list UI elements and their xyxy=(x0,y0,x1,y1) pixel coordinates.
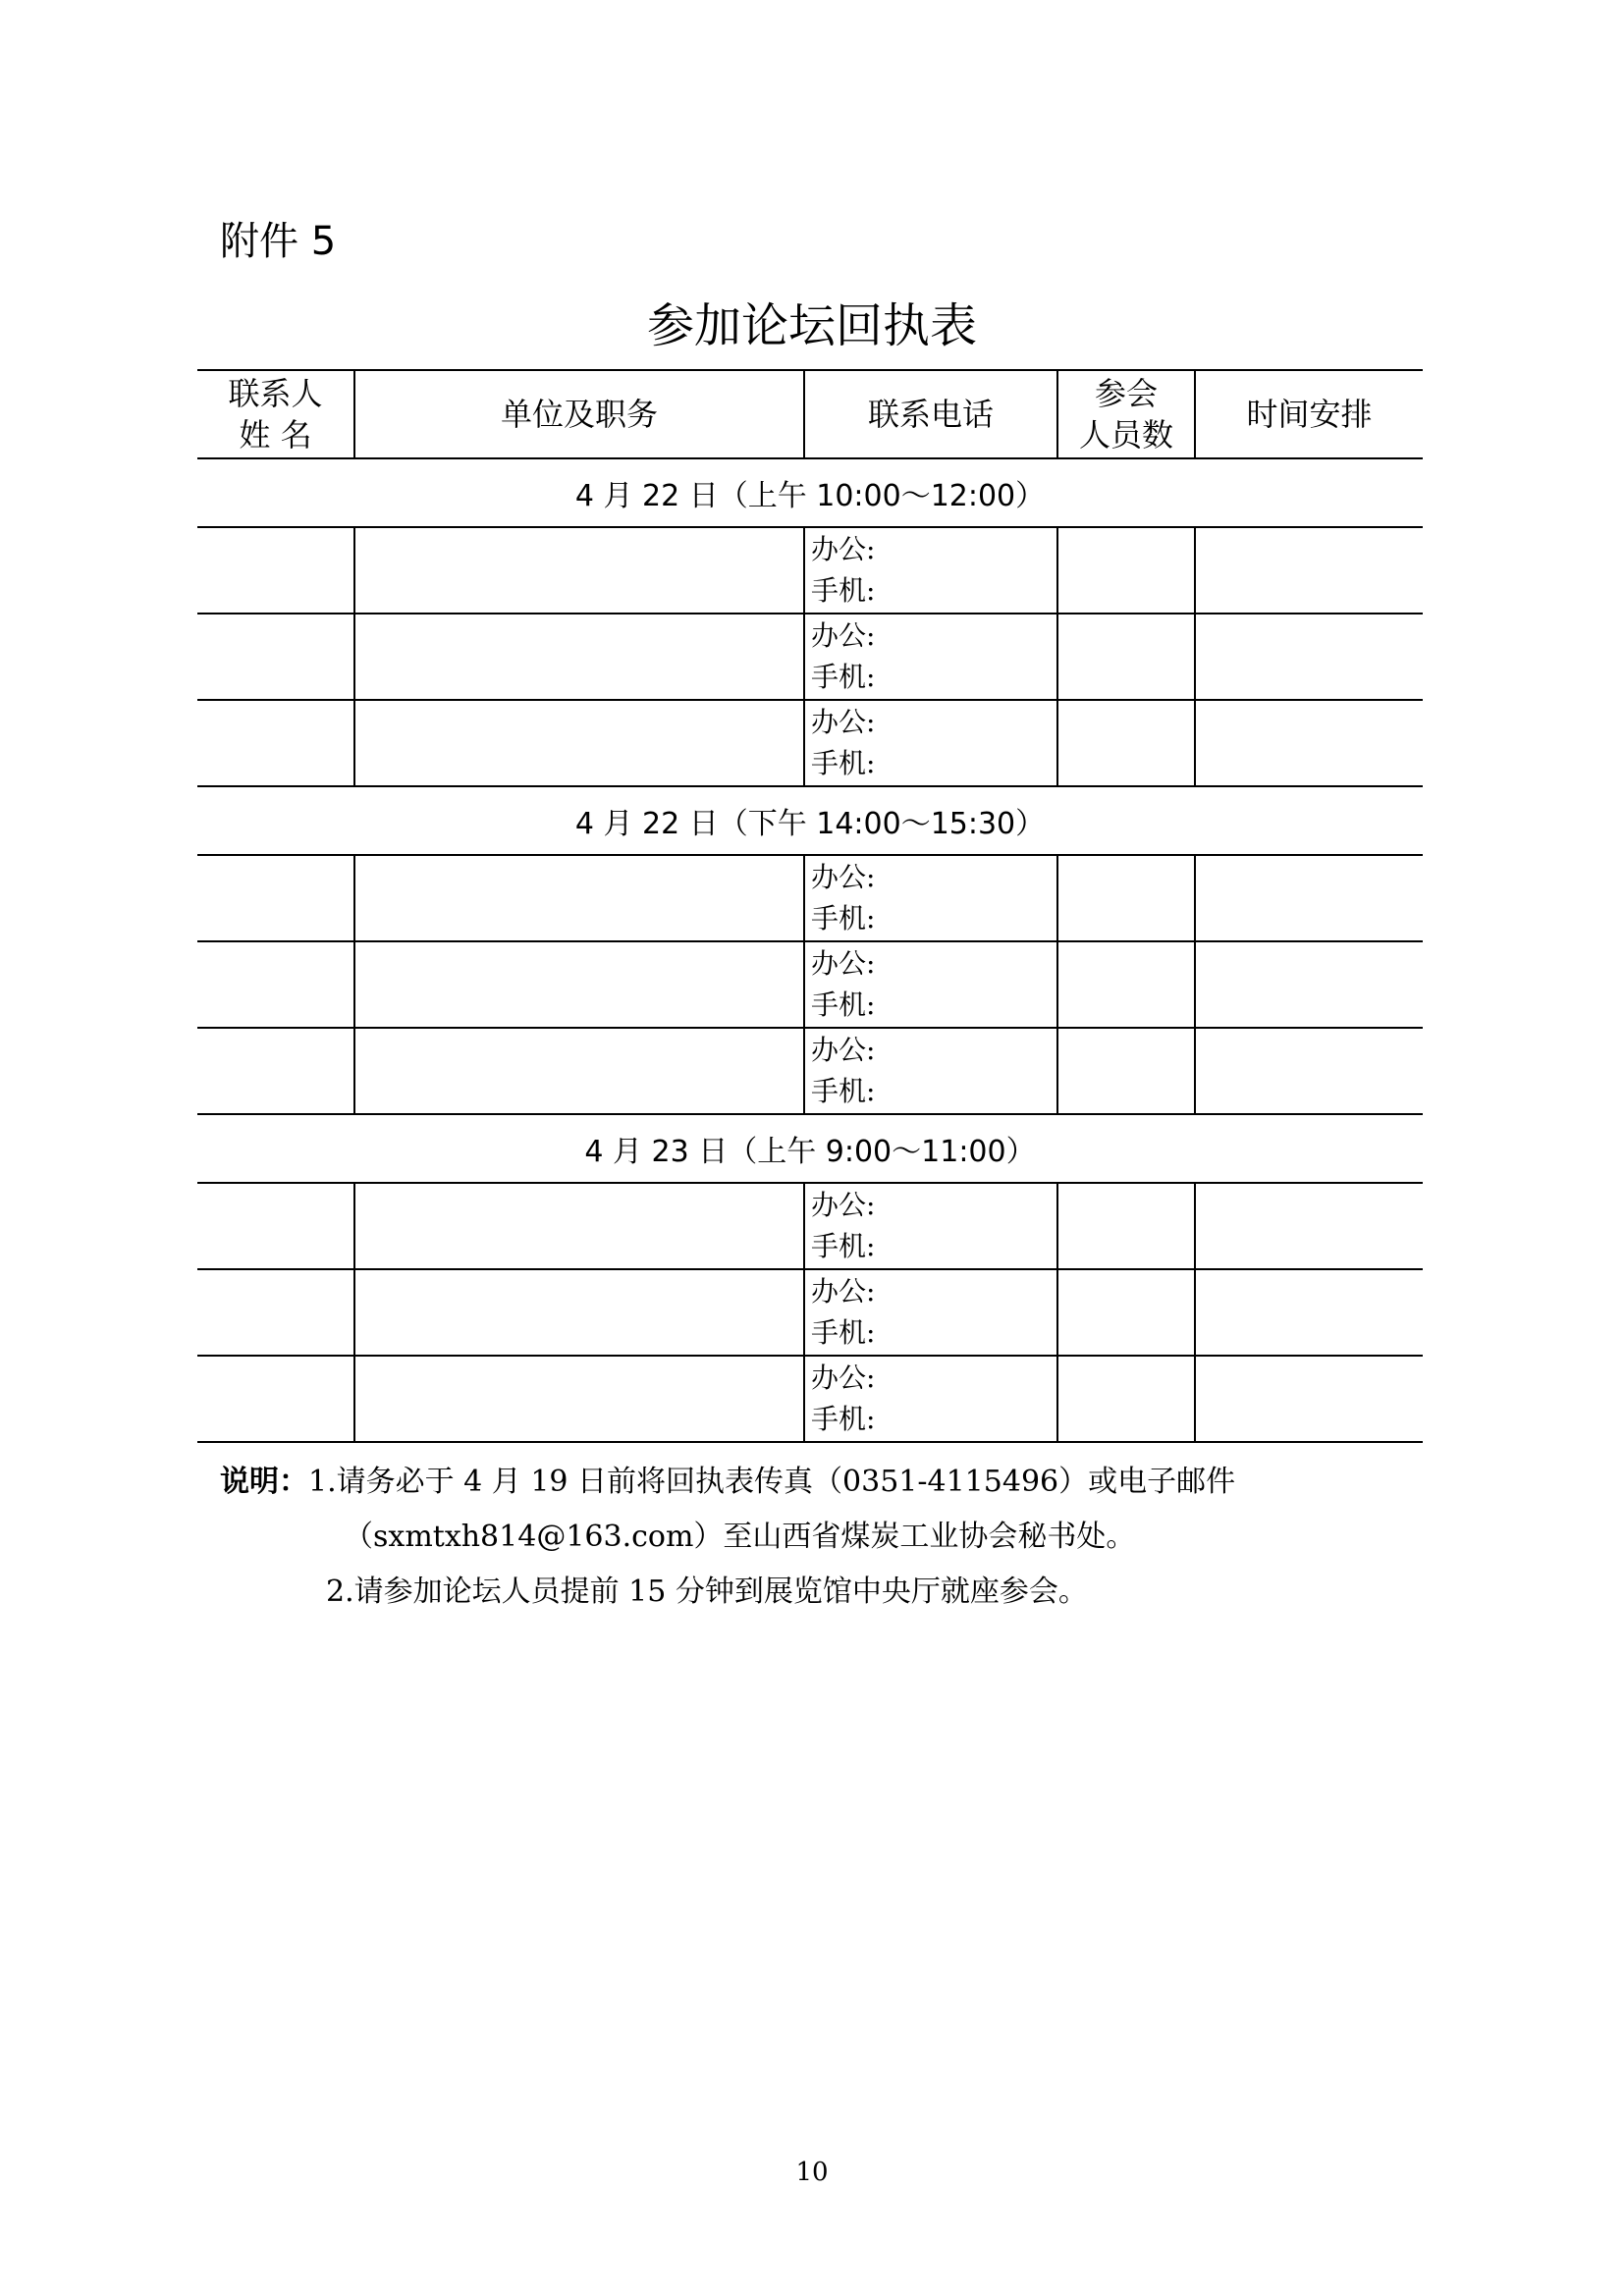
phone-cell[interactable] xyxy=(804,855,1057,941)
notes-section xyxy=(220,1455,1428,1620)
note-item-1-continued: （sxmtxh814@163.com）至山西省煤炭工业协会秘书处。 xyxy=(344,1520,1136,1554)
unit-position-cell[interactable] xyxy=(354,1356,804,1442)
attachment-label: 附件 5 xyxy=(220,219,337,264)
attendee-count-cell[interactable] xyxy=(1057,855,1195,941)
mobile-phone-label: 手机: xyxy=(811,1230,876,1262)
office-phone-label: 办公: xyxy=(811,706,876,738)
office-phone-label: 办公: xyxy=(811,619,876,652)
unit-position-cell[interactable] xyxy=(354,941,804,1028)
header-contact-name-line2: 姓 名 xyxy=(239,416,312,454)
unit-position-cell[interactable] xyxy=(354,527,804,614)
unit-position-cell[interactable] xyxy=(354,855,804,941)
schedule-cell[interactable] xyxy=(1195,1269,1423,1356)
entry-row xyxy=(197,1028,1423,1114)
mobile-phone-label: 手机: xyxy=(811,1075,876,1107)
mobile-phone-label: 手机: xyxy=(811,988,876,1021)
office-phone-label: 办公: xyxy=(811,533,876,565)
mobile-phone-label: 手机: xyxy=(811,902,876,934)
note-item-1-text: 1.请务必于 4 月 19 日前将回执表传真（0351-4115496）或电子邮件 xyxy=(308,1465,1236,1499)
office-phone-label: 办公: xyxy=(811,1034,876,1066)
phone-cell[interactable] xyxy=(804,527,1057,614)
unit-position-cell[interactable] xyxy=(354,700,804,786)
office-phone-label: 办公: xyxy=(811,1275,876,1308)
header-attendee-count xyxy=(1057,370,1195,458)
attendee-count-cell[interactable] xyxy=(1057,1028,1195,1114)
unit-position-cell[interactable] xyxy=(354,1269,804,1356)
contact-name-cell[interactable] xyxy=(197,941,354,1028)
contact-name-cell[interactable] xyxy=(197,1183,354,1269)
session-label: 4 月 23 日（上午 9:00～11:00） xyxy=(197,1114,1423,1183)
attendee-count-cell[interactable] xyxy=(1057,1269,1195,1356)
header-schedule: 时间安排 xyxy=(1195,370,1423,458)
contact-name-cell[interactable] xyxy=(197,700,354,786)
header-row xyxy=(197,370,1423,458)
office-phone-label: 办公: xyxy=(811,1189,876,1221)
unit-position-cell[interactable] xyxy=(354,614,804,700)
office-phone-label: 办公: xyxy=(811,861,876,893)
reply-form-table xyxy=(197,369,1423,1443)
schedule-cell[interactable] xyxy=(1195,855,1423,941)
entry-row xyxy=(197,1269,1423,1356)
entry-row xyxy=(197,1183,1423,1269)
header-unit-position: 单位及职务 xyxy=(354,370,804,458)
schedule-cell[interactable] xyxy=(1195,941,1423,1028)
note-item-2: 2.请参加论坛人员提前 15 分钟到展览馆中央厅就座参会。 xyxy=(326,1575,1088,1609)
entry-row xyxy=(197,855,1423,941)
phone-cell[interactable] xyxy=(804,1183,1057,1269)
contact-name-cell[interactable] xyxy=(197,527,354,614)
phone-cell[interactable] xyxy=(804,1356,1057,1442)
attendee-count-cell[interactable] xyxy=(1057,700,1195,786)
session-label: 4 月 22 日（下午 14:00～15:30） xyxy=(197,786,1423,855)
notes-label: 说明： xyxy=(220,1465,308,1499)
header-contact-name-line1: 联系人 xyxy=(228,375,323,412)
attendee-count-cell[interactable] xyxy=(1057,527,1195,614)
contact-name-cell[interactable] xyxy=(197,1269,354,1356)
office-phone-label: 办公: xyxy=(811,947,876,980)
phone-cell[interactable] xyxy=(804,941,1057,1028)
mobile-phone-label: 手机: xyxy=(811,661,876,693)
header-phone: 联系电话 xyxy=(804,370,1057,458)
entry-row xyxy=(197,700,1423,786)
attendee-count-cell[interactable] xyxy=(1057,1356,1195,1442)
header-contact-name xyxy=(197,370,354,458)
phone-cell[interactable] xyxy=(804,614,1057,700)
session-row xyxy=(197,786,1423,855)
mobile-phone-label: 手机: xyxy=(811,747,876,779)
contact-name-cell[interactable] xyxy=(197,855,354,941)
entry-row xyxy=(197,941,1423,1028)
entry-row xyxy=(197,527,1423,614)
office-phone-label: 办公: xyxy=(811,1362,876,1394)
unit-position-cell[interactable] xyxy=(354,1183,804,1269)
phone-cell[interactable] xyxy=(804,700,1057,786)
attendee-count-cell[interactable] xyxy=(1057,1183,1195,1269)
mobile-phone-label: 手机: xyxy=(811,1316,876,1349)
schedule-cell[interactable] xyxy=(1195,1028,1423,1114)
entry-row xyxy=(197,1356,1423,1442)
form-title: 参加论坛回执表 xyxy=(646,298,977,353)
contact-name-cell[interactable] xyxy=(197,1356,354,1442)
mobile-phone-label: 手机: xyxy=(811,1403,876,1435)
entry-row xyxy=(197,614,1423,700)
schedule-cell[interactable] xyxy=(1195,1183,1423,1269)
unit-position-cell[interactable] xyxy=(354,1028,804,1114)
contact-name-cell[interactable] xyxy=(197,1028,354,1114)
note-item-1 xyxy=(220,1455,1428,1510)
session-row xyxy=(197,458,1423,527)
header-attendee-count-line2: 人员数 xyxy=(1078,416,1173,454)
page-number: 10 xyxy=(795,2158,829,2187)
attendee-count-cell[interactable] xyxy=(1057,614,1195,700)
attendee-count-cell[interactable] xyxy=(1057,941,1195,1028)
mobile-phone-label: 手机: xyxy=(811,574,876,607)
schedule-cell[interactable] xyxy=(1195,527,1423,614)
contact-name-cell[interactable] xyxy=(197,614,354,700)
phone-cell[interactable] xyxy=(804,1269,1057,1356)
phone-cell[interactable] xyxy=(804,1028,1057,1114)
schedule-cell[interactable] xyxy=(1195,700,1423,786)
header-attendee-count-line1: 参会 xyxy=(1094,375,1158,412)
schedule-cell[interactable] xyxy=(1195,1356,1423,1442)
session-row xyxy=(197,1114,1423,1183)
schedule-cell[interactable] xyxy=(1195,614,1423,700)
session-label: 4 月 22 日（上午 10:00～12:00） xyxy=(197,458,1423,527)
